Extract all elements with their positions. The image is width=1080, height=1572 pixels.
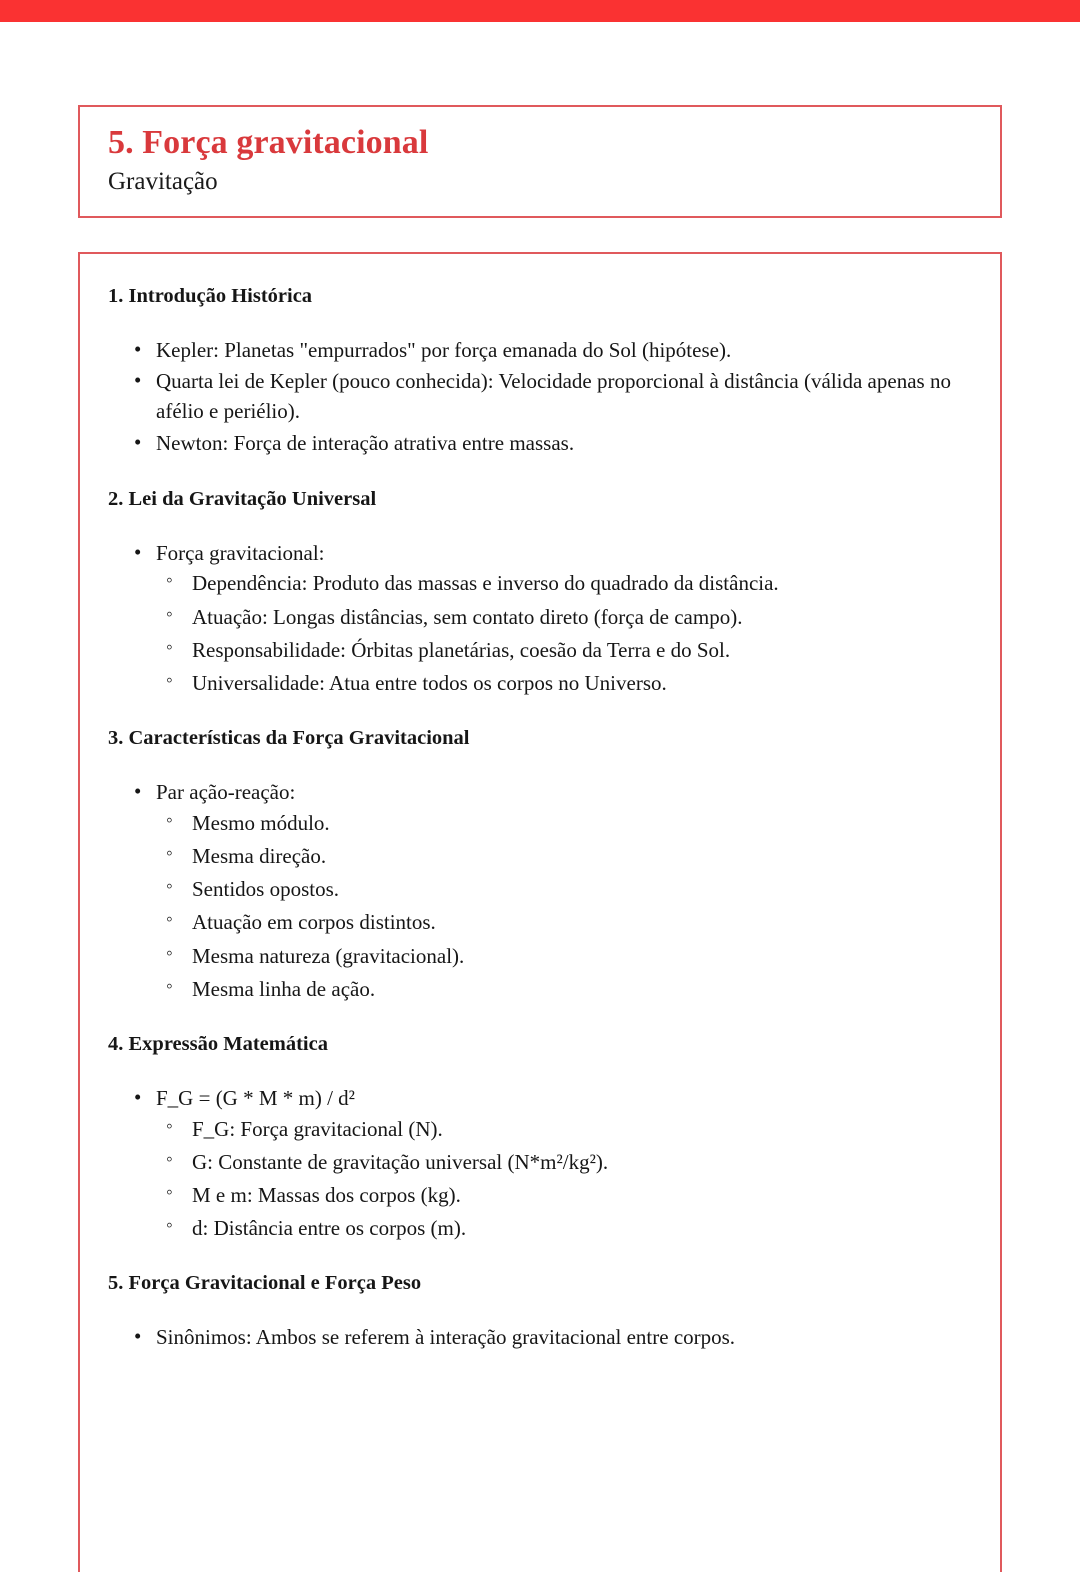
list-item-text: • Newton: Força de interação atrativa entre massas. xyxy=(156,429,974,459)
list-item-text: • Força gravitacional: xyxy=(156,539,974,569)
top-accent-bar xyxy=(0,0,1080,22)
content-section xyxy=(108,726,974,1004)
content-section xyxy=(108,487,974,698)
content-section xyxy=(108,1032,974,1243)
sub-list-item: ◦ Mesma natureza (gravitacional). xyxy=(156,941,974,971)
sub-list-item: ◦ Mesmo módulo. xyxy=(156,808,974,838)
list-item xyxy=(108,1323,974,1353)
list-item-text: • Par ação-reação: xyxy=(156,778,974,808)
content-section xyxy=(108,284,974,459)
section-heading: 1. Introdução Histórica xyxy=(108,285,313,307)
sub-list-item: ◦ M e m: Massas dos corpos (kg). xyxy=(156,1180,974,1210)
list-item-text: • Kepler: Planetas "empurrados" por força emanada do Sol (hipótese). xyxy=(156,336,974,366)
list-item xyxy=(108,778,974,1004)
page-title: 5. Força gravitacional xyxy=(108,124,429,161)
section-heading: 2. Lei da Gravitação Universal xyxy=(108,487,377,510)
bullet-list xyxy=(108,778,974,1004)
list-item xyxy=(108,336,974,366)
sub-list-item: ◦ Universalidade: Atua entre todos os corpos no Universo. xyxy=(156,668,974,698)
bullet-list xyxy=(108,1323,974,1353)
sub-list-item: ◦ Atuação em corpos distintos. xyxy=(156,907,974,937)
list-item-text: • Quarta lei de Kepler (pouco conhecida): Velocidade proporcional à distância (válida apenas no afélio e periélio). xyxy=(156,367,974,427)
list-item-text: • F_G = (G * M * m) / d² xyxy=(156,1084,974,1114)
list-item xyxy=(108,539,974,699)
sub-list-item: ◦ Responsabilidade: Órbitas planetárias, coesão da Terra e do Sol. xyxy=(156,635,974,665)
list-item xyxy=(108,429,974,459)
section-heading: 5. Força Gravitacional e Força Peso xyxy=(108,1272,422,1295)
sub-list-item: ◦ F_G: Força gravitacional (N). xyxy=(156,1114,974,1144)
sections-container xyxy=(108,284,974,1353)
section-heading: 4. Expressão Matemática xyxy=(108,1033,328,1056)
content-section xyxy=(108,1271,974,1352)
sub-list-item: ◦ Mesma linha de ação. xyxy=(156,974,974,1004)
sub-bullet-list xyxy=(156,1114,974,1244)
sub-list-item: ◦ G: Constante de gravitação universal (N*m²/kg²). xyxy=(156,1147,974,1177)
content-card xyxy=(78,252,1002,1572)
sub-list-item: ◦ Dependência: Produto das massas e inverso do quadrado da distância. xyxy=(156,568,974,598)
title-card xyxy=(78,105,1002,218)
sub-bullet-list xyxy=(156,568,974,698)
page-subtitle: Gravitação xyxy=(108,168,218,196)
sub-bullet-list xyxy=(156,808,974,1004)
sub-list-item: ◦ Atuação: Longas distâncias, sem contato direto (força de campo). xyxy=(156,602,974,632)
list-item xyxy=(108,1084,974,1244)
bullet-list xyxy=(108,336,974,459)
list-item xyxy=(108,367,974,427)
sub-list-item: ◦ Sentidos opostos. xyxy=(156,874,974,904)
bullet-list xyxy=(108,1084,974,1244)
sub-list-item: ◦ Mesma direção. xyxy=(156,841,974,871)
list-item-text: • Sinônimos: Ambos se referem à interação gravitacional entre corpos. xyxy=(156,1323,974,1353)
section-heading: 3. Características da Força Gravitacional xyxy=(108,727,470,750)
bullet-list xyxy=(108,539,974,699)
sub-list-item: ◦ d: Distância entre os corpos (m). xyxy=(156,1213,974,1243)
